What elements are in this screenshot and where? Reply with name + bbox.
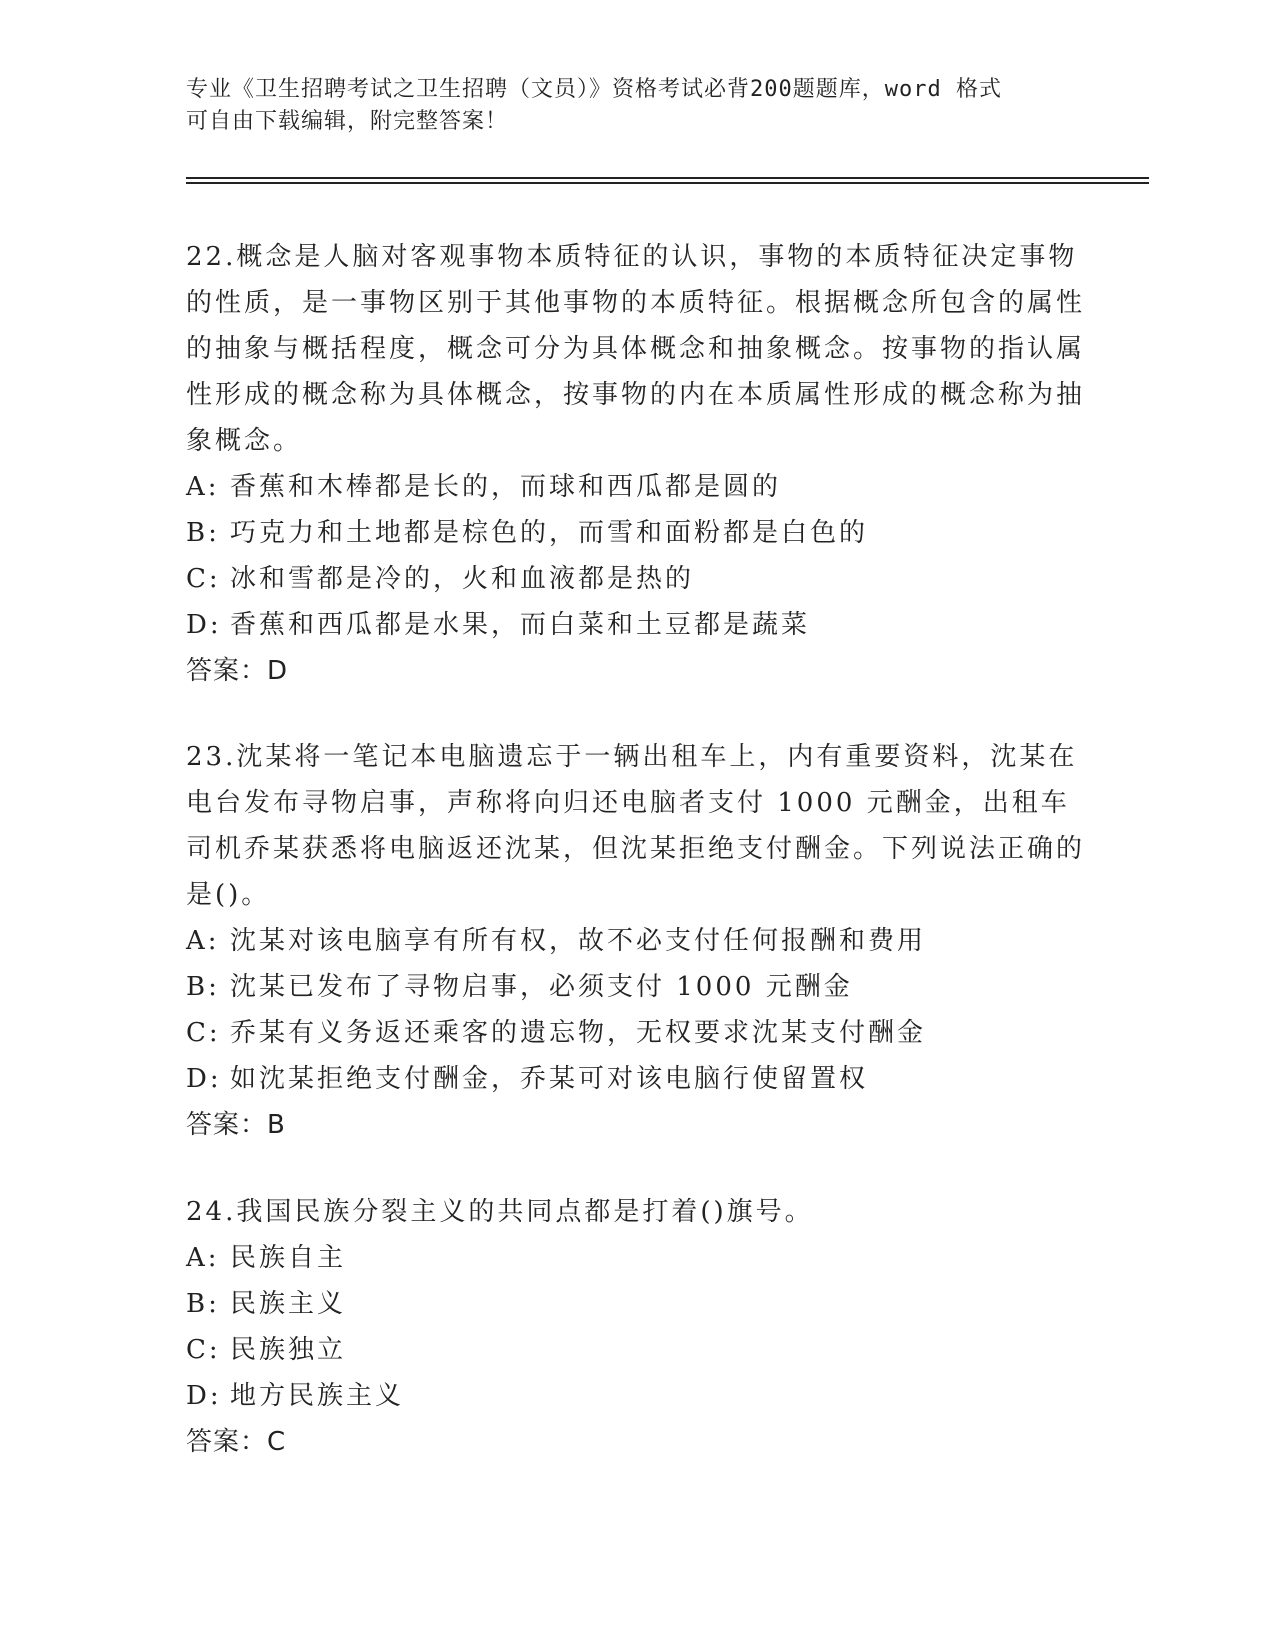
option-c (186, 1327, 1086, 1373)
option-letter: A: (186, 472, 220, 502)
option-letter: D: (186, 1381, 222, 1411)
option-text: 沈某已发布了寻物启事，必须支付 1000 元酬金 (230, 972, 853, 1002)
option-c (186, 556, 1086, 602)
option-letter: B: (186, 972, 220, 1002)
option-b (186, 1281, 1086, 1327)
option-text: 香蕉和西瓜都是水果，而白菜和土豆都是蔬菜 (230, 610, 811, 640)
option-text: 香蕉和木棒都是长的，而球和西瓜都是圆的 (230, 472, 782, 502)
option-c (186, 1010, 1086, 1056)
header-divider-top (186, 177, 1149, 179)
option-a (186, 918, 1086, 964)
option-letter: A: (186, 926, 220, 956)
option-text: 乔某有义务返还乘客的遗忘物，无权要求沈某支付酬金 (230, 1018, 927, 1048)
option-d (186, 1056, 1086, 1102)
header-line-1: 专业《卫生招聘考试之卫生招聘（文员）》资格考试必背200题题库，word 格式 (186, 77, 1002, 102)
option-b (186, 964, 1086, 1010)
option-letter: D: (186, 1064, 222, 1094)
option-b (186, 510, 1086, 556)
option-letter: B: (186, 518, 220, 548)
answer: 答案：D (186, 656, 289, 686)
header-line-2: 可自由下载编辑，附完整答案！ (186, 109, 509, 134)
option-text: 沈某对该电脑享有所有权，故不必支付任何报酬和费用 (230, 926, 927, 956)
option-letter: A: (186, 1243, 220, 1273)
option-text: 民族主义 (230, 1289, 347, 1319)
option-letter: C: (186, 564, 221, 594)
option-text: 民族独立 (230, 1335, 347, 1365)
option-letter: C: (186, 1018, 221, 1048)
answer: 答案：C (186, 1427, 287, 1457)
option-text: 民族自主 (230, 1243, 347, 1273)
option-text: 如沈某拒绝支付酬金，乔某可对该电脑行使留置权 (230, 1064, 869, 1094)
question-23 (186, 734, 1086, 1148)
question-stem: 23.沈某将一笔记本电脑遗忘于一辆出租车上，内有重要资料，沈某在电台发布寻物启事，声称将向归还电脑者支付 1000 元酬金，出租车司机乔某获悉将电脑返还沈某，但沈某拒绝支付酬金。下列说法正确的是()。 (186, 742, 1086, 910)
header-divider-bottom (186, 182, 1149, 184)
option-letter: C: (186, 1335, 221, 1365)
option-text: 冰和雪都是冷的，火和血液都是热的 (230, 564, 695, 594)
option-d (186, 602, 1086, 648)
question-22 (186, 234, 1086, 694)
option-letter: D: (186, 610, 222, 640)
option-a (186, 464, 1086, 510)
option-text: 巧克力和土地都是棕色的，而雪和面粉都是白色的 (230, 518, 869, 548)
option-a (186, 1235, 1086, 1281)
question-stem: 22.概念是人脑对客观事物本质特征的认识，事物的本质特征决定事物的性质，是一事物区别于其他事物的本质特征。根据概念所包含的属性的抽象与概括程度，概念可分为具体概念和抽象概念。按事物的指认属性形成的概念称为具体概念，按事物的内在本质属性形成的概念称为抽象概念。 (186, 242, 1086, 456)
question-stem: 24.我国民族分裂主义的共同点都是打着()旗号。 (186, 1197, 814, 1227)
option-text: 地方民族主义 (230, 1381, 405, 1411)
answer: 答案：B (186, 1110, 286, 1140)
question-24 (186, 1189, 1086, 1465)
option-letter: B: (186, 1289, 220, 1319)
option-d (186, 1373, 1086, 1419)
document-header (186, 74, 1066, 138)
